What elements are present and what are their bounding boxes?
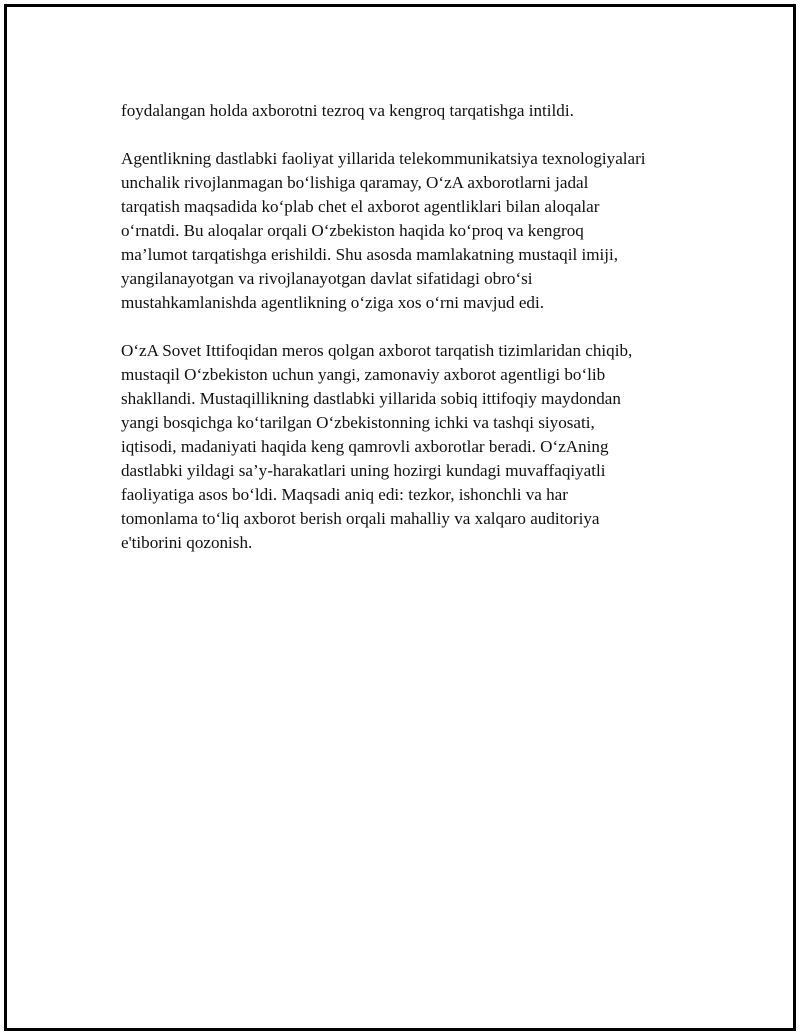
- paragraph-2: [121, 147, 721, 315]
- text-line: yangi bosqichga ko‘tarilgan O‘zbekistonning ichki va tashqi siyosati,: [121, 413, 595, 432]
- text-line: mustahkamlanishda agentlikning o‘ziga xos o‘rni mavjud edi.: [121, 293, 544, 312]
- document-body: [121, 99, 721, 579]
- text-line: e'tiborini qozonish.: [121, 533, 253, 552]
- text-line: mustaqil O‘zbekiston uchun yangi, zamonaviy axborot agentligi bo‘lib: [121, 365, 606, 384]
- page-frame: [4, 4, 796, 1031]
- text-line: tomonlama to‘liq axborot berish orqali mahalliy va xalqaro auditoriya: [121, 509, 600, 528]
- text-line: unchalik rivojlanmagan bo‘lishiga qaramay, O‘zA axborotlarni jadal: [121, 173, 589, 192]
- text-line: shakllandi. Mustaqillikning dastlabki yillarida sobiq ittifoqiy maydondan: [121, 389, 621, 408]
- text-line: foydalangan holda axborotni tezroq va kengroq tarqatishga intildi.: [121, 101, 574, 120]
- text-line: O‘zA Sovet Ittifoqidan meros qolgan axborot tarqatish tizimlaridan chiqib,: [121, 341, 633, 360]
- text-line: tarqatish maqsadida ko‘plab chet el axborot agentliklari bilan aloqalar: [121, 197, 600, 216]
- text-line: o‘rnatdi. Bu aloqalar orqali O‘zbekiston haqida ko‘proq va kengroq: [121, 221, 584, 240]
- text-line: Agentlikning dastlabki faoliyat yillarida telekommunikatsiya texnologiyalari: [121, 149, 646, 168]
- text-line: iqtisodi, madaniyati haqida keng qamrovli axborotlar beradi. O‘zAning: [121, 437, 609, 456]
- text-line: yangilanayotgan va rivojlanayotgan davlat sifatidagi obro‘si: [121, 269, 533, 288]
- text-line: faoliyatiga asos bo‘ldi. Maqsadi aniq edi: tezkor, ishonchli va har: [121, 485, 568, 504]
- text-line: dastlabki yildagi sa’y-harakatlari uning hozirgi kundagi muvaffaqiyatli: [121, 461, 606, 480]
- paragraph-1: [121, 99, 721, 123]
- paragraph-3: [121, 339, 721, 555]
- text-line: ma’lumot tarqatishga erishildi. Shu asosda mamlakatning mustaqil imiji,: [121, 245, 619, 264]
